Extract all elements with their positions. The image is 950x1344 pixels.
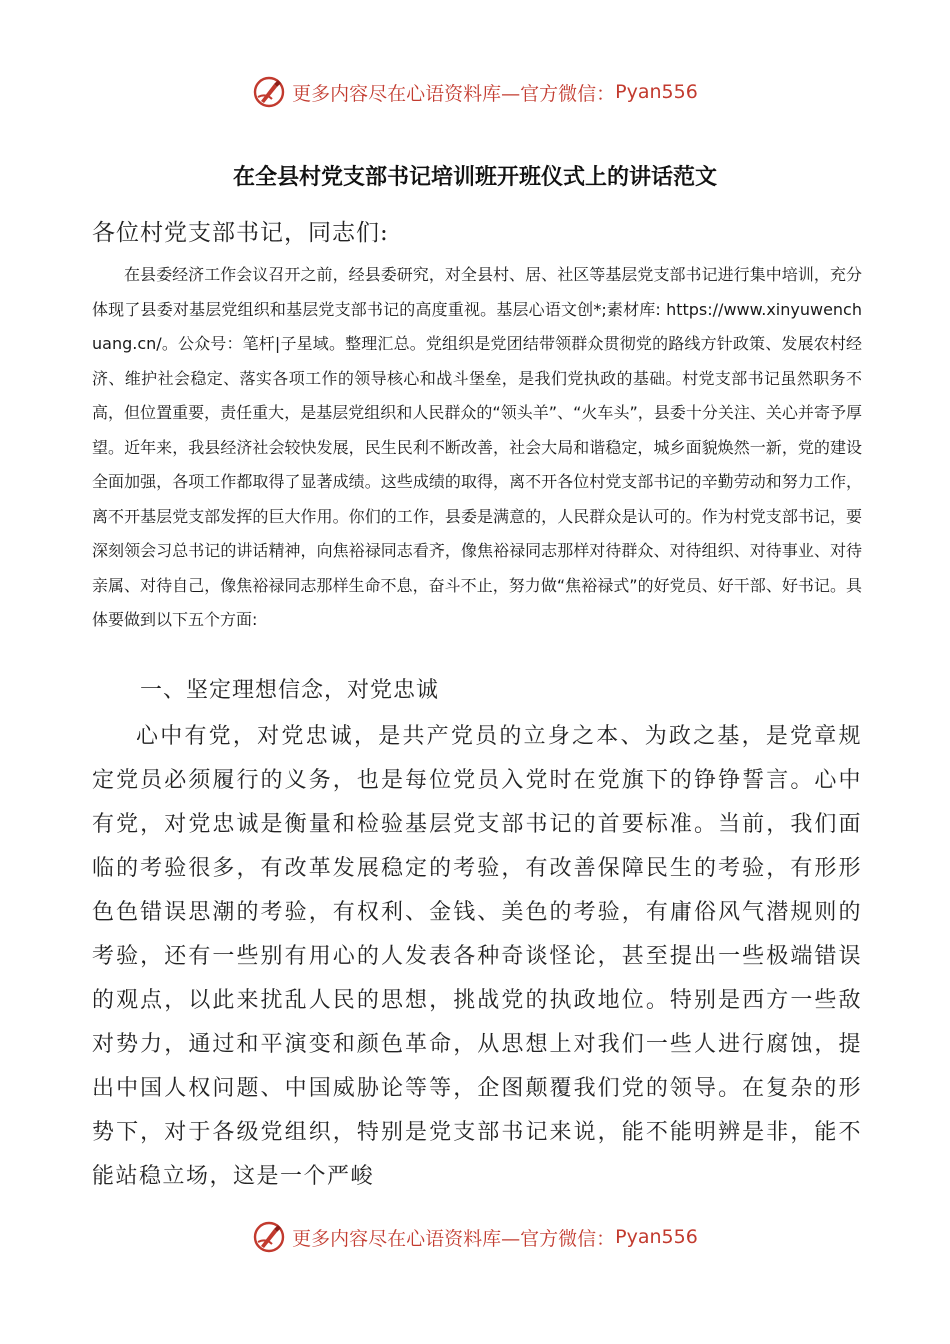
- footer-watermark-banner: [0, 1217, 950, 1257]
- pen-logo-icon: [252, 1220, 286, 1254]
- watermark-text: 更多内容尽在心语资料库—官方微信：: [292, 1227, 616, 1250]
- intro-paragraph: 在县委经济工作会议召开之前，经县委研究，对全县村、居、社区等基层党支部书记进行集中培训，充分体现了县委对基层党组织和基层党支部书记的高度重视。基层心语文创*;素材库: https://www.xinyuwenchuang.cn/。公众号：笔杆|子星域。整理汇总。党组织是党团结带领群众贯彻党的路线方针政策、发展农村经济、维护社会稳定、落实各项工作的领导核心和战斗堡垒，是我们党执政的基础。村党支部书记虽然职务不高，但位置重要，责任重大，是基层党组织和人民群众的“领头羊”、“火车头”，县委十分关注、关心并寄予厚望。近年来，我县经济社会较快发展，民生民利不断改善，社会大局和谐稳定，城乡面貌焕然一新，党的建设全面加强，各项工作都取得了显著成绩。这些成绩的取得，离不开各位村党支部书记的辛勤劳动和努力工作，离不开基层党支部发挥的巨大作用。你们的工作，县委是满意的，人民群众是认可的。作为村党支部书记，要深刻领会习总书记的讲话精神，向焦裕禄同志看齐，像焦裕禄同志那样对待群众、对待组织、对待事业、对待亲属、对待自己，像焦裕禄同志那样生命不息，奋斗不止，努力做“焦裕禄式”的好党员、好干部、好书记。具体要做到以下五个方面:: [92, 265, 862, 629]
- greeting: 各位村党支部书记，同志们:: [92, 220, 389, 246]
- header-watermark-banner: [0, 72, 950, 112]
- section-1-paragraph: 心中有党，对党忠诚，是共产党员的立身之本、为政之基，是党章规定党员必须履行的义务，也是每位党员入党时在党旗下的铮铮誓言。心中有党，对党忠诚是衡量和检验基层党支部书记的首要标准。当前，我们面临的考验很多，有改革发展稳定的考验，有改善保障民生的考验，有形形色色错误思潮的考验，有权利、金钱、美色的考验，有庸俗风气潜规则的考验，还有一些别有用心的人发表各种奇谈怪论，甚至提出一些极端错误的观点，以此来扰乱人民的思想，挑战党的执政地位。特别是西方一些敌对势力，通过和平演变和颜色革命，从思想上对我们一些人进行腐蚀，提出中国人权问题、中国威胁论等等，企图颠覆我们党的领导。在复杂的形势下，对于各级党组织，特别是党支部书记来说，能不能明辨是非，能不能站稳立场，这是一个严峻: [92, 724, 862, 1189]
- section-heading-1: 一、坚定理想信念，对党忠诚: [140, 678, 440, 703]
- pen-logo-icon: [252, 75, 286, 109]
- document-title: 在全县村党支部书记培训班开班仪式上的讲话范文: [232, 165, 717, 190]
- watermark-text: 更多内容尽在心语资料库—官方微信：: [292, 82, 616, 105]
- watermark-wechat-id: Pyan556: [615, 81, 698, 103]
- watermark-wechat-id: Pyan556: [615, 1226, 698, 1248]
